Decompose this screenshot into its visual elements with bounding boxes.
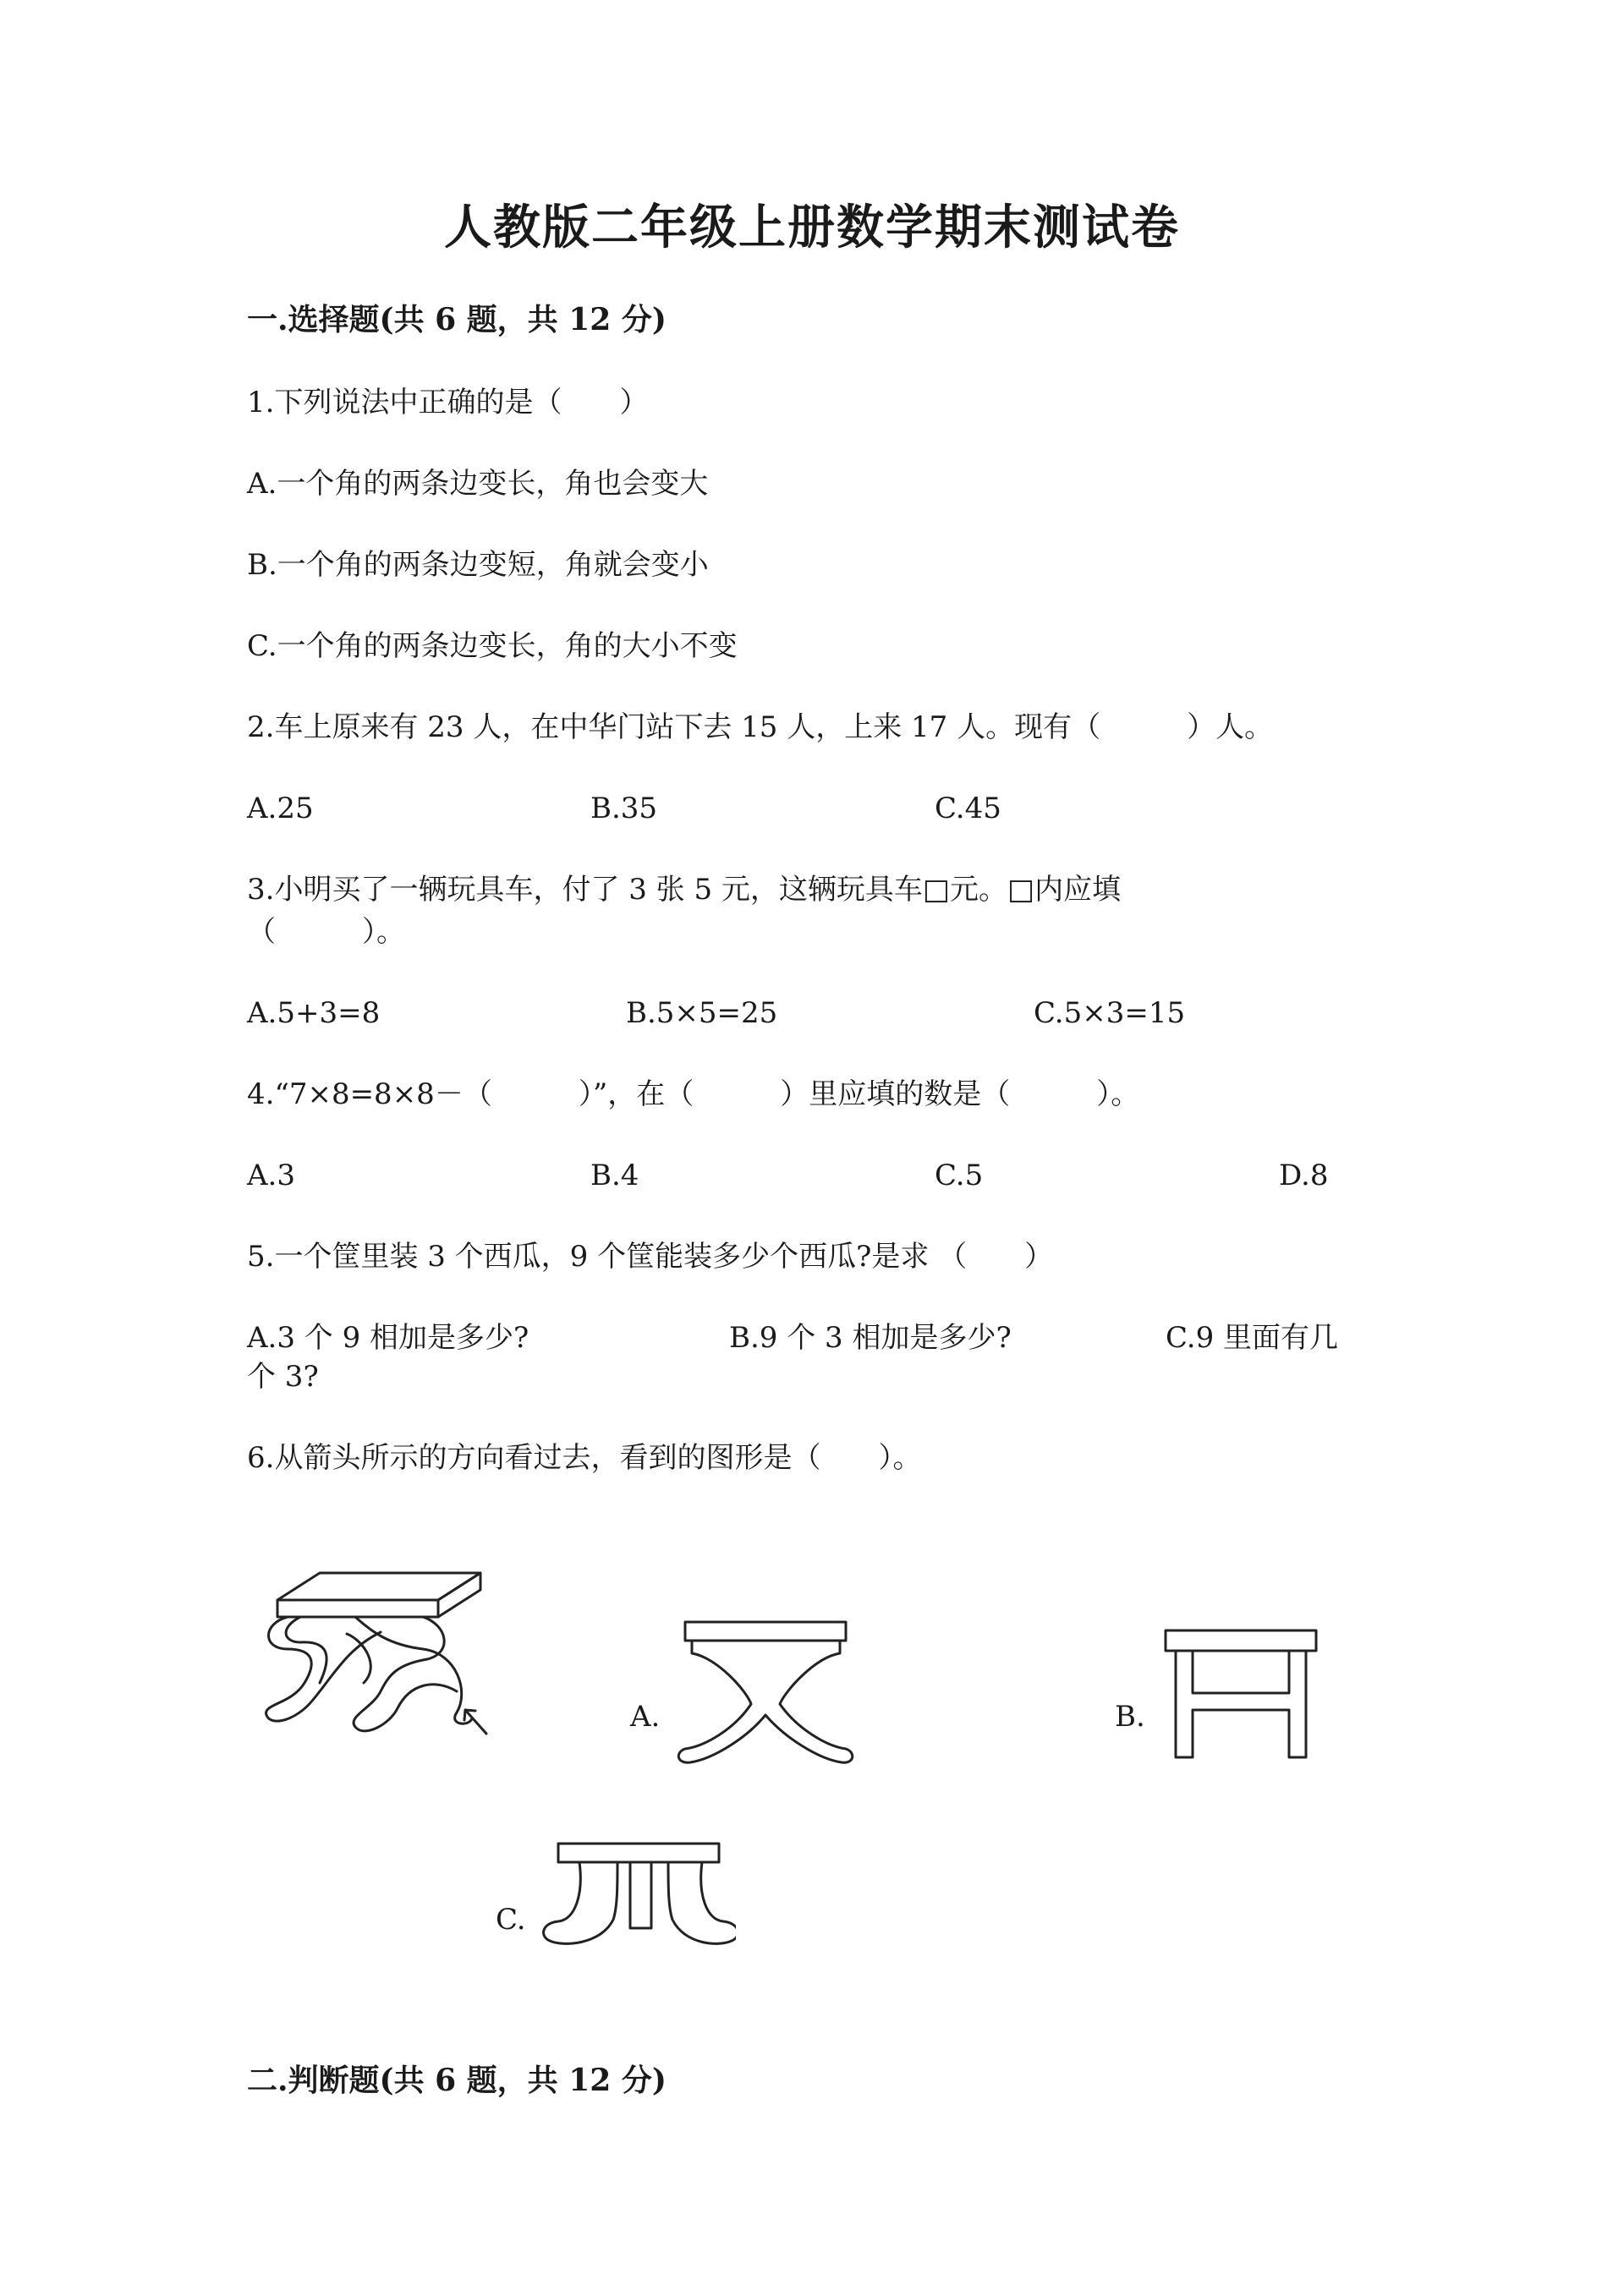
q5-option-c: C.9 里面有几 [1166,1321,1339,1355]
q2-option-a: A.25 [247,792,314,825]
q3-stem-line1: 3.小明买了一辆玩具车，付了 3 张 5 元，这辆玩具车□元。□内应填 [247,873,1122,907]
q6-option-b-label: B. [1115,1700,1145,1734]
q1-option-a: A.一个角的两条边变长，角也会变大 [247,467,709,501]
section-1-heading: 一.选择题(共 6 题，共 12 分) [247,302,667,337]
q6-option-a-label: A. [630,1700,661,1734]
q3-option-a: A.5+3=8 [247,996,381,1030]
section-2-heading: 二.判断题(共 6 题，共 12 分) [247,2063,667,2098]
q2-option-b: B.35 [590,792,658,825]
q1-stem: 1.下列说法中正确的是（ ） [247,386,649,419]
q6-option-c-label: C. [496,1903,526,1937]
option-b-straight-legs-figure [1157,1624,1326,1767]
q6-stem: 6.从箭头所示的方向看过去，看到的图形是（ ）。 [247,1441,922,1475]
q5-option-a: A.3 个 9 相加是多少? [247,1321,529,1355]
q3-option-c: C.5×3=15 [1034,996,1186,1030]
q4-option-a: A.3 [247,1159,295,1192]
q5-stem: 5.一个筐里装 3 个西瓜，9 个筐能装多少个西瓜?是求 （ ） [247,1240,1054,1274]
q4-option-c: C.5 [935,1159,984,1192]
option-a-x-legs-figure [667,1607,870,1776]
q2-stem: 2.车上原来有 23 人，在中华门站下去 15 人，上来 17 人。现有（ ）人。 [247,710,1274,744]
page-title: 人教版二年级上册数学期末测试卷 [444,200,1180,255]
q1-option-b: B.一个角的两条边变短，角就会变小 [247,548,709,582]
q1-option-c: C.一个角的两条边变长，角的大小不变 [247,629,738,663]
q4-option-b: B.4 [590,1159,639,1192]
q3-stem-line2: （ ）。 [247,915,405,949]
q5-option-c-continued: 个 3? [247,1360,319,1394]
q5-option-b: B.9 个 3 相加是多少? [729,1321,1012,1355]
q2-option-c: C.45 [935,792,1001,825]
q3-option-b: B.5×5=25 [626,996,778,1030]
stool-perspective-figure [254,1564,508,1759]
q4-option-d: D.8 [1279,1159,1329,1192]
option-c-curved-legs-figure [533,1827,736,1987]
q4-stem: 4.“7×8=8×8－（ ）”，在（ ）里应填的数是（ ）。 [247,1077,1140,1111]
